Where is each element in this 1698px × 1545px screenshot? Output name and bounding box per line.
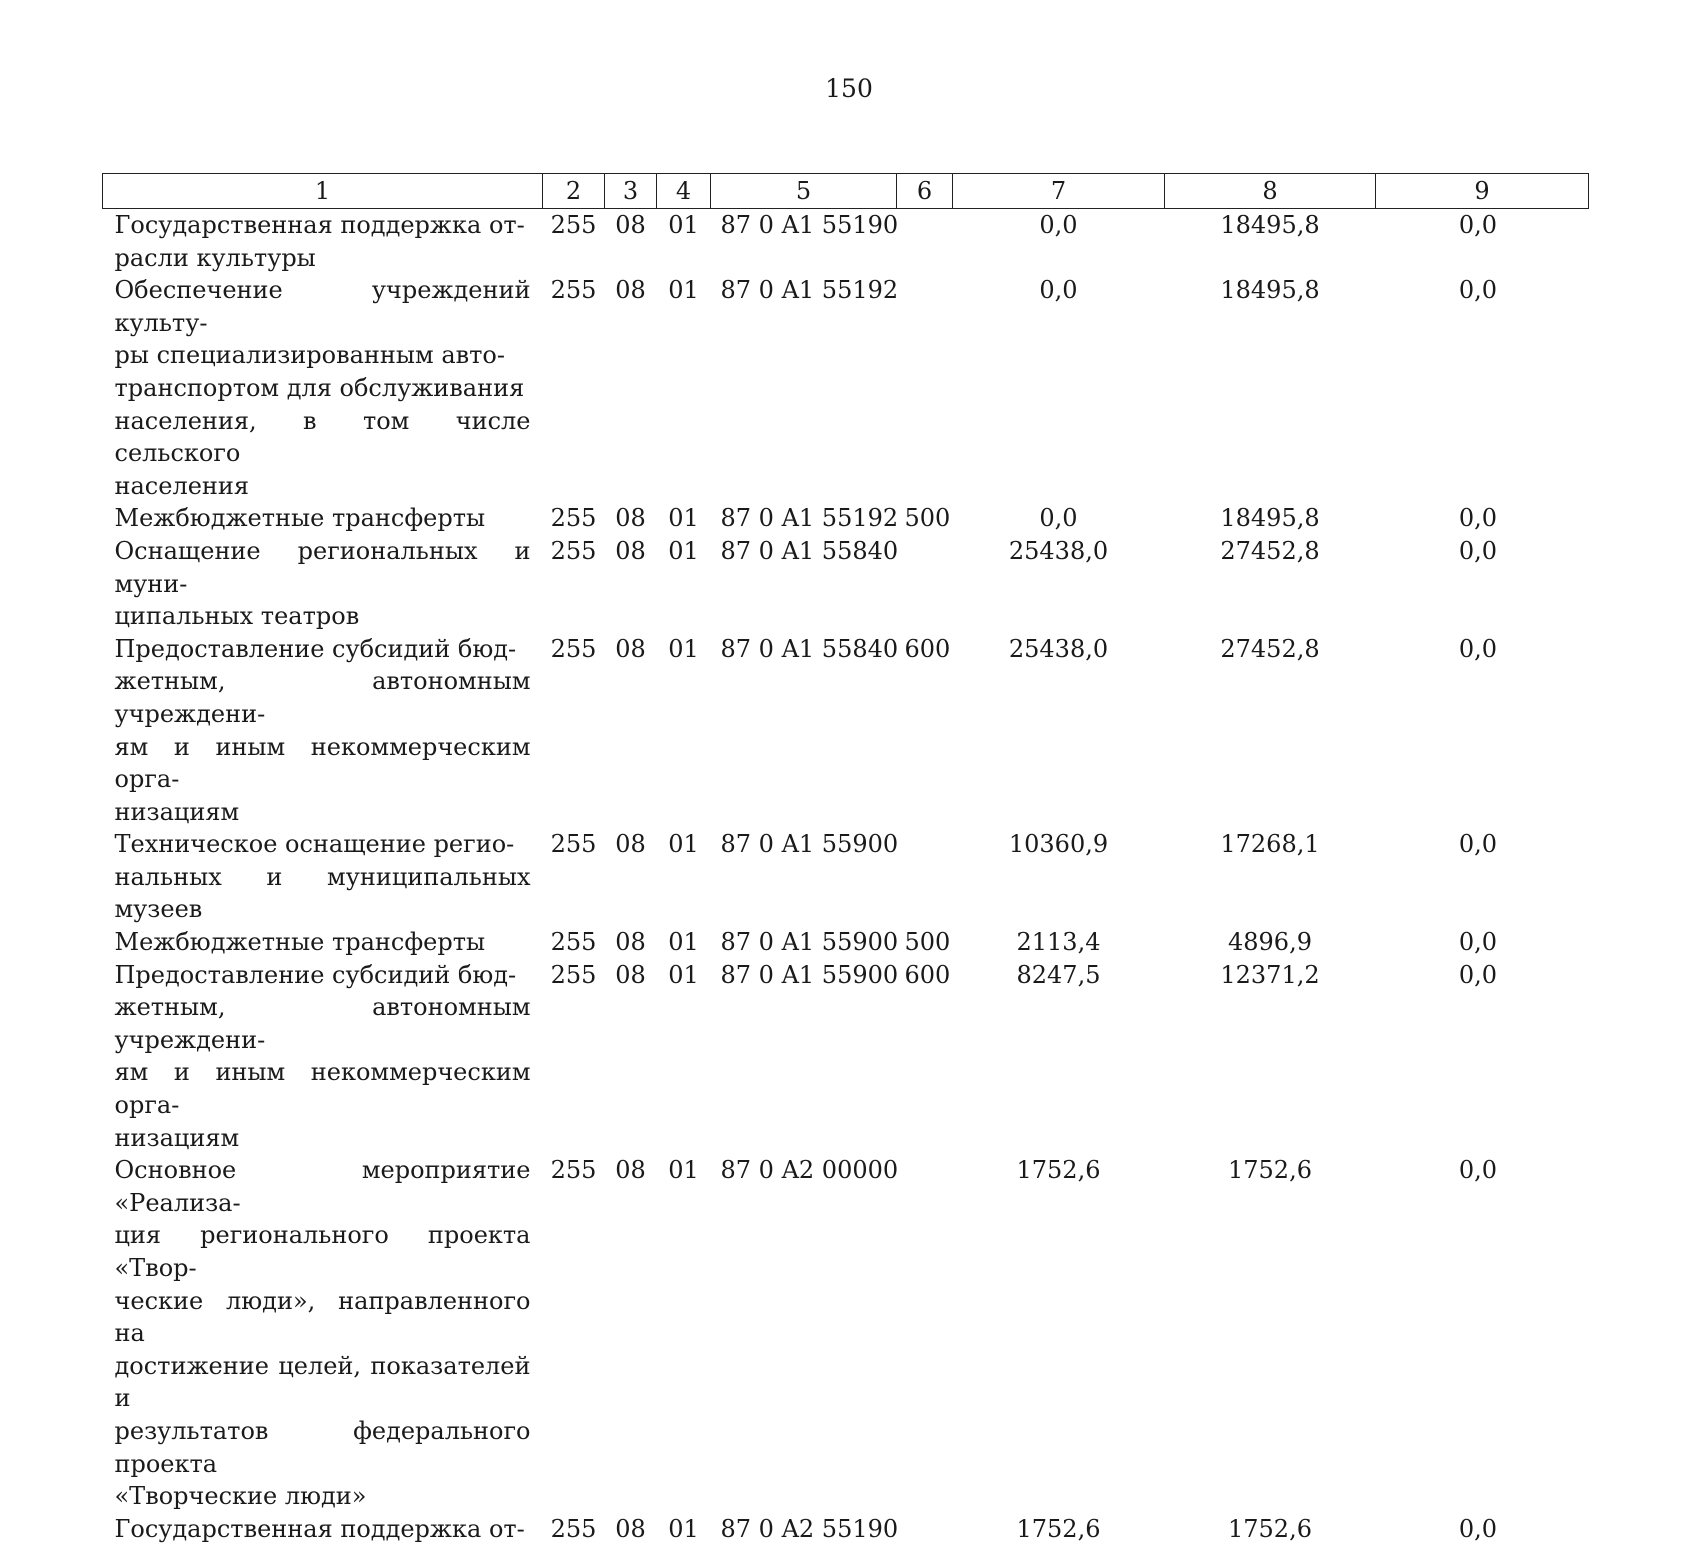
row-name-line: Межбюджетные трансферты bbox=[115, 926, 531, 959]
row-name-line: достижение целей, показателей и bbox=[115, 1350, 531, 1415]
table-row bbox=[103, 274, 1589, 502]
row-name-cell bbox=[103, 1154, 543, 1513]
row-subsection-code: 01 bbox=[657, 1513, 711, 1545]
row-value-col9: 0,0 bbox=[1376, 959, 1589, 1155]
row-value-col7: 8247,5 bbox=[953, 959, 1165, 1155]
row-name-cell bbox=[103, 209, 543, 275]
row-section-code: 08 bbox=[605, 633, 657, 829]
row-target-code: 87 0 A2 55190 bbox=[711, 1513, 897, 1545]
row-value-col8: 27452,8 bbox=[1165, 633, 1376, 829]
row-name-cell bbox=[103, 274, 543, 502]
row-section-code: 08 bbox=[605, 1513, 657, 1545]
row-subsection-code: 01 bbox=[657, 926, 711, 959]
row-name-line: ям и иным некоммерческим орга- bbox=[115, 1056, 531, 1121]
row-name-line: ческие люди», направленного на bbox=[115, 1285, 531, 1350]
row-name-line: ципальных театров bbox=[115, 600, 531, 633]
row-name-line: Государственная поддержка от- bbox=[115, 1513, 531, 1545]
row-subsection-code: 01 bbox=[657, 633, 711, 829]
row-expense-type bbox=[897, 209, 953, 275]
row-name-line: жетным, автономным учреждени- bbox=[115, 991, 531, 1056]
row-name-line: жетным, автономным учреждени- bbox=[115, 665, 531, 730]
table-header-row bbox=[103, 174, 1589, 209]
table-row bbox=[103, 535, 1589, 633]
header-col-7: 7 bbox=[953, 174, 1165, 209]
row-value-col9: 0,0 bbox=[1376, 926, 1589, 959]
row-expense-type: 600 bbox=[897, 633, 953, 829]
table-row bbox=[103, 959, 1589, 1155]
row-expense-type: 600 bbox=[897, 959, 953, 1155]
row-expense-type bbox=[897, 1154, 953, 1513]
row-section-code: 08 bbox=[605, 209, 657, 275]
row-value-col8: 18495,8 bbox=[1165, 502, 1376, 535]
header-col-8: 8 bbox=[1165, 174, 1376, 209]
row-name-line: низациям bbox=[115, 1122, 531, 1155]
row-target-code: 87 0 A1 55900 bbox=[711, 828, 897, 926]
row-name-cell bbox=[103, 502, 543, 535]
row-name-line: расли культуры bbox=[115, 242, 531, 275]
budget-table-container bbox=[102, 173, 1588, 1545]
row-name-line: результатов федерального проекта bbox=[115, 1415, 531, 1480]
row-value-col8: 17268,1 bbox=[1165, 828, 1376, 926]
row-subsection-code: 01 bbox=[657, 959, 711, 1155]
table-row bbox=[103, 828, 1589, 926]
table-row bbox=[103, 502, 1589, 535]
header-col-6: 6 bbox=[897, 174, 953, 209]
table-row bbox=[103, 1154, 1589, 1513]
row-expense-type bbox=[897, 828, 953, 926]
row-value-col7: 0,0 bbox=[953, 209, 1165, 275]
row-name-cell bbox=[103, 926, 543, 959]
row-subsection-code: 01 bbox=[657, 274, 711, 502]
row-name-cell bbox=[103, 1513, 543, 1545]
budget-table bbox=[102, 173, 1589, 1545]
row-value-col9: 0,0 bbox=[1376, 1513, 1589, 1545]
row-subsection-code: 01 bbox=[657, 1154, 711, 1513]
row-value-col9: 0,0 bbox=[1376, 633, 1589, 829]
row-admin-code: 255 bbox=[543, 209, 605, 275]
row-value-col9: 0,0 bbox=[1376, 535, 1589, 633]
row-name-line: населения, в том числе сельского bbox=[115, 405, 531, 470]
row-subsection-code: 01 bbox=[657, 535, 711, 633]
row-admin-code: 255 bbox=[543, 959, 605, 1155]
row-name-cell bbox=[103, 959, 543, 1155]
table-row bbox=[103, 1513, 1589, 1545]
row-value-col9: 0,0 bbox=[1376, 502, 1589, 535]
row-value-col8: 1752,6 bbox=[1165, 1513, 1376, 1545]
row-value-col8: 18495,8 bbox=[1165, 274, 1376, 502]
row-value-col9: 0,0 bbox=[1376, 209, 1589, 275]
row-name-cell bbox=[103, 633, 543, 829]
table-row bbox=[103, 633, 1589, 829]
row-section-code: 08 bbox=[605, 959, 657, 1155]
row-name-line: Государственная поддержка от- bbox=[115, 209, 531, 242]
row-expense-type bbox=[897, 1513, 953, 1545]
row-name-cell bbox=[103, 535, 543, 633]
row-name-line: Предоставление субсидий бюд- bbox=[115, 633, 531, 666]
row-name-line: Основное мероприятие «Реализа- bbox=[115, 1154, 531, 1219]
row-admin-code: 255 bbox=[543, 1154, 605, 1513]
header-col-1: 1 bbox=[103, 174, 543, 209]
row-name-line: ция регионального проекта «Твор- bbox=[115, 1219, 531, 1284]
row-admin-code: 255 bbox=[543, 828, 605, 926]
row-name-line: ям и иным некоммерческим орга- bbox=[115, 731, 531, 796]
row-subsection-code: 01 bbox=[657, 209, 711, 275]
table-row bbox=[103, 209, 1589, 275]
row-name-line: Техническое оснащение регио- bbox=[115, 828, 531, 861]
header-col-5: 5 bbox=[711, 174, 897, 209]
row-admin-code: 255 bbox=[543, 502, 605, 535]
header-col-3: 3 bbox=[605, 174, 657, 209]
row-name-line: ры специализированным авто- bbox=[115, 339, 531, 372]
row-section-code: 08 bbox=[605, 828, 657, 926]
row-value-col8: 18495,8 bbox=[1165, 209, 1376, 275]
row-value-col7: 25438,0 bbox=[953, 633, 1165, 829]
row-value-col9: 0,0 bbox=[1376, 274, 1589, 502]
row-value-col8: 4896,9 bbox=[1165, 926, 1376, 959]
row-name-line: низациям bbox=[115, 796, 531, 829]
row-expense-type bbox=[897, 274, 953, 502]
row-expense-type: 500 bbox=[897, 926, 953, 959]
row-target-code: 87 0 A2 00000 bbox=[711, 1154, 897, 1513]
row-name-line: нальных и муниципальных музеев bbox=[115, 861, 531, 926]
row-name-line: Межбюджетные трансферты bbox=[115, 502, 531, 535]
row-name-line: Обеспечение учреждений культу- bbox=[115, 274, 531, 339]
row-target-code: 87 0 A1 55192 bbox=[711, 502, 897, 535]
row-value-col7: 2113,4 bbox=[953, 926, 1165, 959]
row-value-col7: 0,0 bbox=[953, 274, 1165, 502]
row-value-col7: 25438,0 bbox=[953, 535, 1165, 633]
header-col-4: 4 bbox=[657, 174, 711, 209]
row-value-col7: 10360,9 bbox=[953, 828, 1165, 926]
row-target-code: 87 0 A1 55840 bbox=[711, 633, 897, 829]
row-target-code: 87 0 A1 55840 bbox=[711, 535, 897, 633]
row-value-col8: 12371,2 bbox=[1165, 959, 1376, 1155]
row-value-col7: 0,0 bbox=[953, 502, 1165, 535]
page-number: 150 bbox=[0, 74, 1698, 103]
row-name-line: Оснащение региональных и муни- bbox=[115, 535, 531, 600]
header-col-9: 9 bbox=[1376, 174, 1589, 209]
row-section-code: 08 bbox=[605, 1154, 657, 1513]
row-section-code: 08 bbox=[605, 502, 657, 535]
row-target-code: 87 0 A1 55192 bbox=[711, 274, 897, 502]
row-subsection-code: 01 bbox=[657, 502, 711, 535]
row-admin-code: 255 bbox=[543, 1513, 605, 1545]
row-admin-code: 255 bbox=[543, 274, 605, 502]
table-row bbox=[103, 926, 1589, 959]
row-name-line: населения bbox=[115, 470, 531, 503]
row-name-line: «Творческие люди» bbox=[115, 1480, 531, 1513]
row-section-code: 08 bbox=[605, 926, 657, 959]
table-body bbox=[103, 209, 1589, 1545]
row-value-col7: 1752,6 bbox=[953, 1513, 1165, 1545]
row-section-code: 08 bbox=[605, 535, 657, 633]
row-target-code: 87 0 A1 55190 bbox=[711, 209, 897, 275]
row-value-col9: 0,0 bbox=[1376, 1154, 1589, 1513]
row-admin-code: 255 bbox=[543, 633, 605, 829]
header-col-2: 2 bbox=[543, 174, 605, 209]
row-admin-code: 255 bbox=[543, 535, 605, 633]
row-target-code: 87 0 A1 55900 bbox=[711, 926, 897, 959]
row-value-col8: 27452,8 bbox=[1165, 535, 1376, 633]
row-name-line: Предоставление субсидий бюд- bbox=[115, 959, 531, 992]
row-value-col7: 1752,6 bbox=[953, 1154, 1165, 1513]
row-name-line: транспортом для обслуживания bbox=[115, 372, 531, 405]
row-subsection-code: 01 bbox=[657, 828, 711, 926]
row-value-col8: 1752,6 bbox=[1165, 1154, 1376, 1513]
row-target-code: 87 0 A1 55900 bbox=[711, 959, 897, 1155]
row-expense-type: 500 bbox=[897, 502, 953, 535]
row-name-cell bbox=[103, 828, 543, 926]
row-value-col9: 0,0 bbox=[1376, 828, 1589, 926]
row-section-code: 08 bbox=[605, 274, 657, 502]
row-expense-type bbox=[897, 535, 953, 633]
row-admin-code: 255 bbox=[543, 926, 605, 959]
